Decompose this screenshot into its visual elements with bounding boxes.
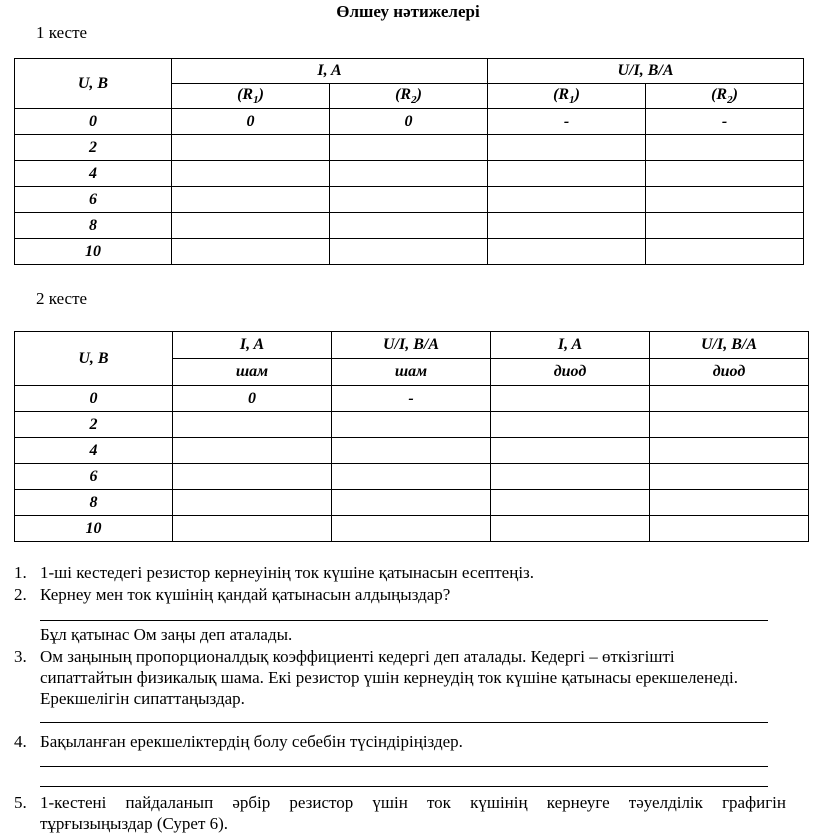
table-cell (330, 239, 488, 265)
page-title: Өлшеу нәтижелері (336, 2, 480, 21)
question-5-line-2: тұрғызыңыздар (Сурет 6). (40, 814, 229, 833)
table-cell: - (488, 109, 646, 135)
voltage-cell: 8 (15, 490, 173, 516)
table-cell (173, 464, 332, 490)
table-cell (491, 386, 650, 412)
voltage-cell: 2 (15, 412, 173, 438)
table-cell (646, 135, 804, 161)
voltage-cell: 0 (15, 386, 173, 412)
table1-sub-r2-i: $(R_2)$ (330, 84, 488, 109)
table2-header-ui-lamp: U/I, B/A (332, 332, 491, 359)
table2-header-i-diode: I, A (491, 332, 650, 359)
table-row (15, 109, 804, 135)
question-2-text: Кернеу мен ток күшінің қандай қатынасын алдыңыздар? (40, 585, 451, 604)
voltage-cell: 2 (15, 135, 172, 161)
question-5-line-1: 1-кестені пайдаланып әрбір резистор үшін ток күшінің кернеуге тәуелділік графигін (40, 793, 786, 812)
question-3-line-2: сипаттайтын физикалық шама. Екі резистор үшін кернеудің ток күшіне қатынасы ерекшеленеді. (40, 668, 739, 687)
table2-sub-diode: диод (491, 359, 650, 386)
table-cell (172, 239, 330, 265)
table-cell (173, 516, 332, 542)
table-cell (488, 135, 646, 161)
table2-header-ui-diode: U/I, B/A (650, 332, 809, 359)
table-cell: 0 (172, 109, 330, 135)
table-cell (332, 516, 491, 542)
table-cell (488, 213, 646, 239)
voltage-cell: 10 (15, 239, 172, 265)
table-row (15, 464, 809, 490)
table-cell (173, 490, 332, 516)
table-cell (330, 213, 488, 239)
table2-sub-lamp: шам (173, 359, 332, 386)
table-cell (332, 490, 491, 516)
answer-line (40, 722, 768, 723)
table-cell (488, 239, 646, 265)
table1-sub-r1-i: $(R_1)$ (172, 84, 330, 109)
question-1-text: 1-ші кестедегі резистор кернеуінің ток күшіне қатынасын есептеңіз. (40, 563, 535, 582)
voltage-cell: 8 (15, 213, 172, 239)
table-cell (646, 187, 804, 213)
table1-header-i: I, A (172, 59, 488, 84)
table-cell (650, 464, 809, 490)
voltage-cell: 10 (15, 516, 173, 542)
voltage-cell: 4 (15, 161, 172, 187)
table-cell (332, 438, 491, 464)
question-3-line-3: Ерекшелігін сипаттаңыздар. (40, 689, 245, 708)
table-row (15, 490, 809, 516)
voltage-cell: 4 (15, 438, 173, 464)
table2 (14, 331, 809, 542)
table-cell: - (646, 109, 804, 135)
table-cell (491, 464, 650, 490)
question-4-number: 4. (14, 732, 27, 751)
voltage-cell: 6 (15, 187, 172, 213)
table-cell (330, 161, 488, 187)
table-cell (173, 438, 332, 464)
table-cell (646, 239, 804, 265)
table-row (15, 438, 809, 464)
table-cell (491, 516, 650, 542)
table-row (15, 135, 804, 161)
table1-header-u: U, B (15, 59, 172, 109)
answer-line (40, 766, 768, 767)
table-cell (172, 135, 330, 161)
table-cell (491, 438, 650, 464)
table-cell (488, 161, 646, 187)
table-cell (332, 464, 491, 490)
table1 (14, 58, 804, 265)
table-cell (650, 386, 809, 412)
table-cell (172, 161, 330, 187)
table-cell (646, 213, 804, 239)
question-3-line-1: Ом заңының пропорционалдық коэффициенті кедергі деп аталады. Кедергі – өткізгішті (40, 647, 675, 666)
table-row (15, 412, 809, 438)
table-cell: 0 (330, 109, 488, 135)
table-cell: 0 (173, 386, 332, 412)
table2-header-i-lamp: I, A (173, 332, 332, 359)
table-row (15, 213, 804, 239)
table-row (15, 516, 809, 542)
table-cell (650, 516, 809, 542)
table2-sub-diode: диод (650, 359, 809, 386)
question-1-number: 1. (14, 563, 27, 582)
table2-header-u: U, B (15, 332, 173, 386)
table-cell (173, 412, 332, 438)
table-cell (488, 187, 646, 213)
table-cell (172, 187, 330, 213)
question-4-text: Бақыланған ерекшеліктердің болу себебін түсіндіріңіздер. (40, 732, 463, 751)
table1-sub-r2-ui: $(R_2)$ (646, 84, 804, 109)
table1-sub-r1-ui: $(R_1)$ (488, 84, 646, 109)
table-cell (650, 490, 809, 516)
table-cell (172, 213, 330, 239)
question-2-number: 2. (14, 585, 27, 604)
voltage-cell: 0 (15, 109, 172, 135)
answer-line (40, 620, 768, 621)
table-row (15, 386, 809, 412)
question-3-number: 3. (14, 647, 27, 666)
table-row (15, 161, 804, 187)
table-cell (650, 412, 809, 438)
table-cell (332, 412, 491, 438)
table-row (15, 187, 804, 213)
table-cell: - (332, 386, 491, 412)
table2-sub-lamp: шам (332, 359, 491, 386)
table-cell (491, 490, 650, 516)
voltage-cell: 6 (15, 464, 173, 490)
table-cell (646, 161, 804, 187)
table-cell (491, 412, 650, 438)
question-2-note: Бұл қатынас Ом заңы деп аталады. (40, 625, 293, 644)
table1-header-ui: U/I, B/A (488, 59, 804, 84)
answer-line (40, 786, 768, 787)
table-cell (330, 187, 488, 213)
table2-caption: 2 кесте (36, 289, 88, 308)
question-5-number: 5. (14, 793, 27, 812)
table-cell (330, 135, 488, 161)
table-row (15, 239, 804, 265)
table-cell (650, 438, 809, 464)
table1-caption: 1 кесте (36, 23, 88, 42)
